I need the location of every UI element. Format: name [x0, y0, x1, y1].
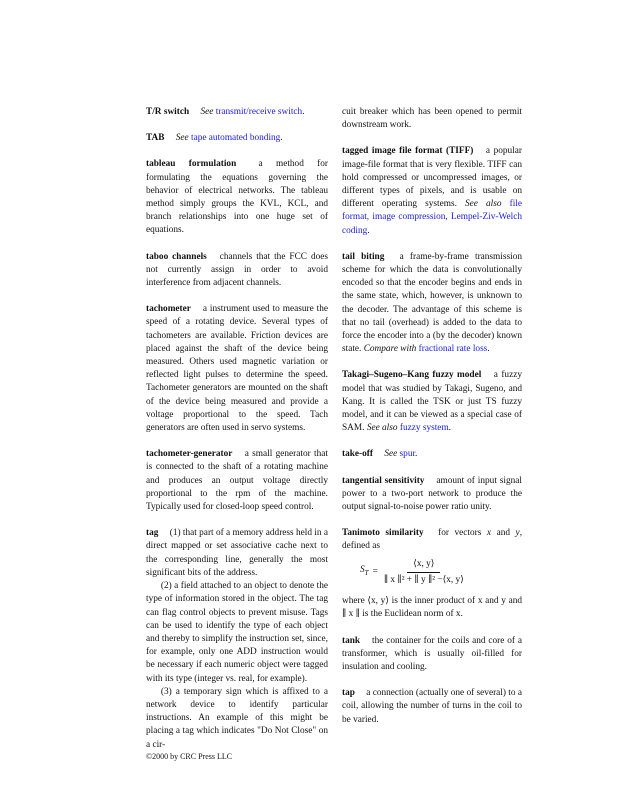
link-fractional-rate-loss[interactable]: fractional rate loss	[418, 344, 488, 355]
definition-2: (2) a field attached to an object to denote the type of information stored in the object. The tag can flag control objects to prevent misuse. Tags can be used to identify the type of each object and thereby to simplify the instruction set, since, for example, only one ADD instruction would be necessary if each numeric object were tagged with its type (integer vs. real, for example).	[146, 581, 328, 684]
term: tachometer	[146, 304, 191, 315]
term: T/R switch	[146, 107, 190, 117]
definition: a frame-by-frame transmission scheme for which the data is convolutionally encoded so that the encoder begins and ends in the same state, which, however, is unknown to the decoder. The advantage of this scheme is that no tail (overhead) is added to the data to force the encoder into a (by the decoder) known state.	[342, 251, 522, 355]
entry-tachometer-generator	[146, 448, 328, 514]
definition: a fuzzy model that was studied by Takagi, Sugeno, and Kang. It is called the TSK or just TS fuzzy model, and it can be viewed as a special case of SAM.	[342, 370, 522, 434]
term: tableau formulation	[146, 159, 237, 170]
term: tag	[146, 528, 159, 539]
formula-lhs: $S_T$	[360, 565, 369, 578]
entry-taboo-channels	[146, 251, 328, 291]
entry-tank	[342, 635, 522, 675]
link-tape-automated-bonding[interactable]: tape automated bonding	[191, 133, 281, 144]
copyright-footer: ©2000 by CRC Press LLC	[146, 752, 233, 761]
right-column	[342, 106, 522, 740]
definition: a small generator that is connected to the shaft of a rotating machine and produces an output voltage directly proportional to the rpm of the machine. Typically used for closed-loop speed control.	[146, 449, 328, 513]
term: Takagi–Sugeno–Kang fuzzy model	[342, 370, 482, 381]
entry-take-off: take-off See spur.	[342, 449, 418, 460]
definition: a method for formulating the equations governing the behavior of electrical networks. The tableau method simply groups the KVL, KCL, and branch relationships into one huge set of equations.	[146, 159, 328, 236]
entry-tag-continued: cuit breaker which has been opened to permit downstream work.	[342, 107, 522, 131]
entry-tag	[146, 527, 328, 751]
entry-tap	[342, 687, 522, 727]
definition: the container for the coils and core of a transformer, which is usually oil-filled for insulation and cooling.	[342, 635, 523, 672]
entry-tail-biting: tail biting a frame-by-frame transmission scheme for which the data is convolutionally encoded so that the encoder begins and ends in the same state, which, however, is unknown to the decoder. The advantage of this scheme is that no tail (overhead) is added to the data to force the encoder into a (by the decoder) known state. Compare with fractional rate loss.	[342, 251, 522, 355]
entry-tableau-formulation	[146, 158, 328, 237]
entry-tiff: tagged image file format (TIFF) a popular image-file format that is very flexible. TIFF can hold compressed or uncompressed images, or different types of pixels, and is usable on different operating systems. See also file format, image compression, Lempel-Ziv-Welch coding.	[342, 146, 522, 236]
link-lempel-ziv-welch-coding[interactable]: Lempel-Ziv-Welch coding	[342, 212, 522, 236]
term: take-off	[342, 449, 373, 460]
entry-tangential-sensitivity	[342, 475, 522, 515]
term: tagged image file format (TIFF)	[342, 146, 474, 157]
definition: a connection (actually one of several) to a coil, allowing the number of turns in the coil to be varied.	[342, 688, 522, 725]
link-spur[interactable]: spur	[399, 449, 416, 460]
definition: a popular image-file format that is very flexible. TIFF can hold compressed or uncompressed images, or different types of pixels, and is usable on different operating systems.	[342, 146, 522, 210]
tanimoto-formula: $S_T$ = $\frac{⟨x, y⟩}{\text{∥ x ∥² + ∥ y ∥² −⟨x, y⟩}}$	[342, 558, 522, 587]
definition: channels that the FCC does not currently assign in order to avoid interference from adjacent channels.	[146, 251, 328, 289]
definition-3: (3) a temporary sign which is affixed to a network device to identify particular instructions. An example of this might be placing a tag which indicates "Do Not Close" on a cir-	[146, 686, 328, 750]
formula-numerator: ⟨x, y⟩	[407, 558, 440, 573]
formula-fraction	[384, 558, 464, 587]
definition: amount of input signal power to a two-port network to produce the output signal-to-noise power ratio unity.	[342, 475, 523, 513]
definition: a instrument used to measure the speed of a rotating device. Several types of tachometers are available. Friction devices are placed against the shaft of the device being measured. Others used magnetic variation or reflected light pulses to determine the speed. Tachometer generators are mounted on the shaft of the device being measured and provide a voltage proportional to the speed. Tach generators are often used in servo systems.	[146, 304, 328, 434]
term: tank	[342, 635, 361, 646]
link-transmit-receive-switch[interactable]: transmit/receive switch	[215, 107, 303, 117]
left-column	[146, 106, 328, 752]
link-fuzzy-system[interactable]: fuzzy system	[399, 423, 449, 434]
term: Tanimoto similarity	[342, 528, 424, 539]
entry-tanimoto-similarity: Tanimoto similarity for vectors x and y, defined as $S_T$ = $\frac{⟨x, y⟩}{\text{∥ x ∥² + ∥ y ∥² −⟨x, y⟩}}$ where ⟨x, y⟩ is the inner product of x and y and ∥ x ∥ is the Euclidean norm of x.	[342, 528, 523, 620]
term: tail biting	[342, 251, 385, 262]
definition-after-formula: where ⟨x, y⟩ is the inner product of x and y and ∥ x ∥ is the Euclidean norm of x.	[342, 596, 522, 620]
entry-tsk-fuzzy-model: Takagi–Sugeno–Kang fuzzy model a fuzzy model that was studied by Takagi, Sugeno, and Kang. It is called the TSK or just TS fuzzy model, and it can be viewed as a special case of SAM. See also fuzzy system.	[342, 370, 522, 434]
term: tangential sensitivity	[342, 475, 425, 486]
definition-1: (1) that part of a memory address held in a direct mapped or set associative cache next to the corresponding line, generally the most significant bits of the address.	[146, 528, 328, 578]
entry-tab: TAB See tape automated bonding.	[146, 133, 283, 144]
link-image-compression[interactable]: image compression	[372, 212, 446, 223]
term: taboo channels	[146, 251, 207, 262]
entry-tr-switch: T/R switch See transmit/receive switch.	[146, 107, 305, 117]
entry-tachometer	[146, 303, 328, 435]
link-file-format[interactable]: file format	[342, 199, 522, 223]
formula-denominator: ∥ x ∥² + ∥ y ∥² −⟨x, y⟩	[383, 574, 464, 585]
term: TAB	[146, 133, 165, 144]
term: tap	[342, 688, 355, 699]
term: tachometer-generator	[146, 449, 233, 460]
